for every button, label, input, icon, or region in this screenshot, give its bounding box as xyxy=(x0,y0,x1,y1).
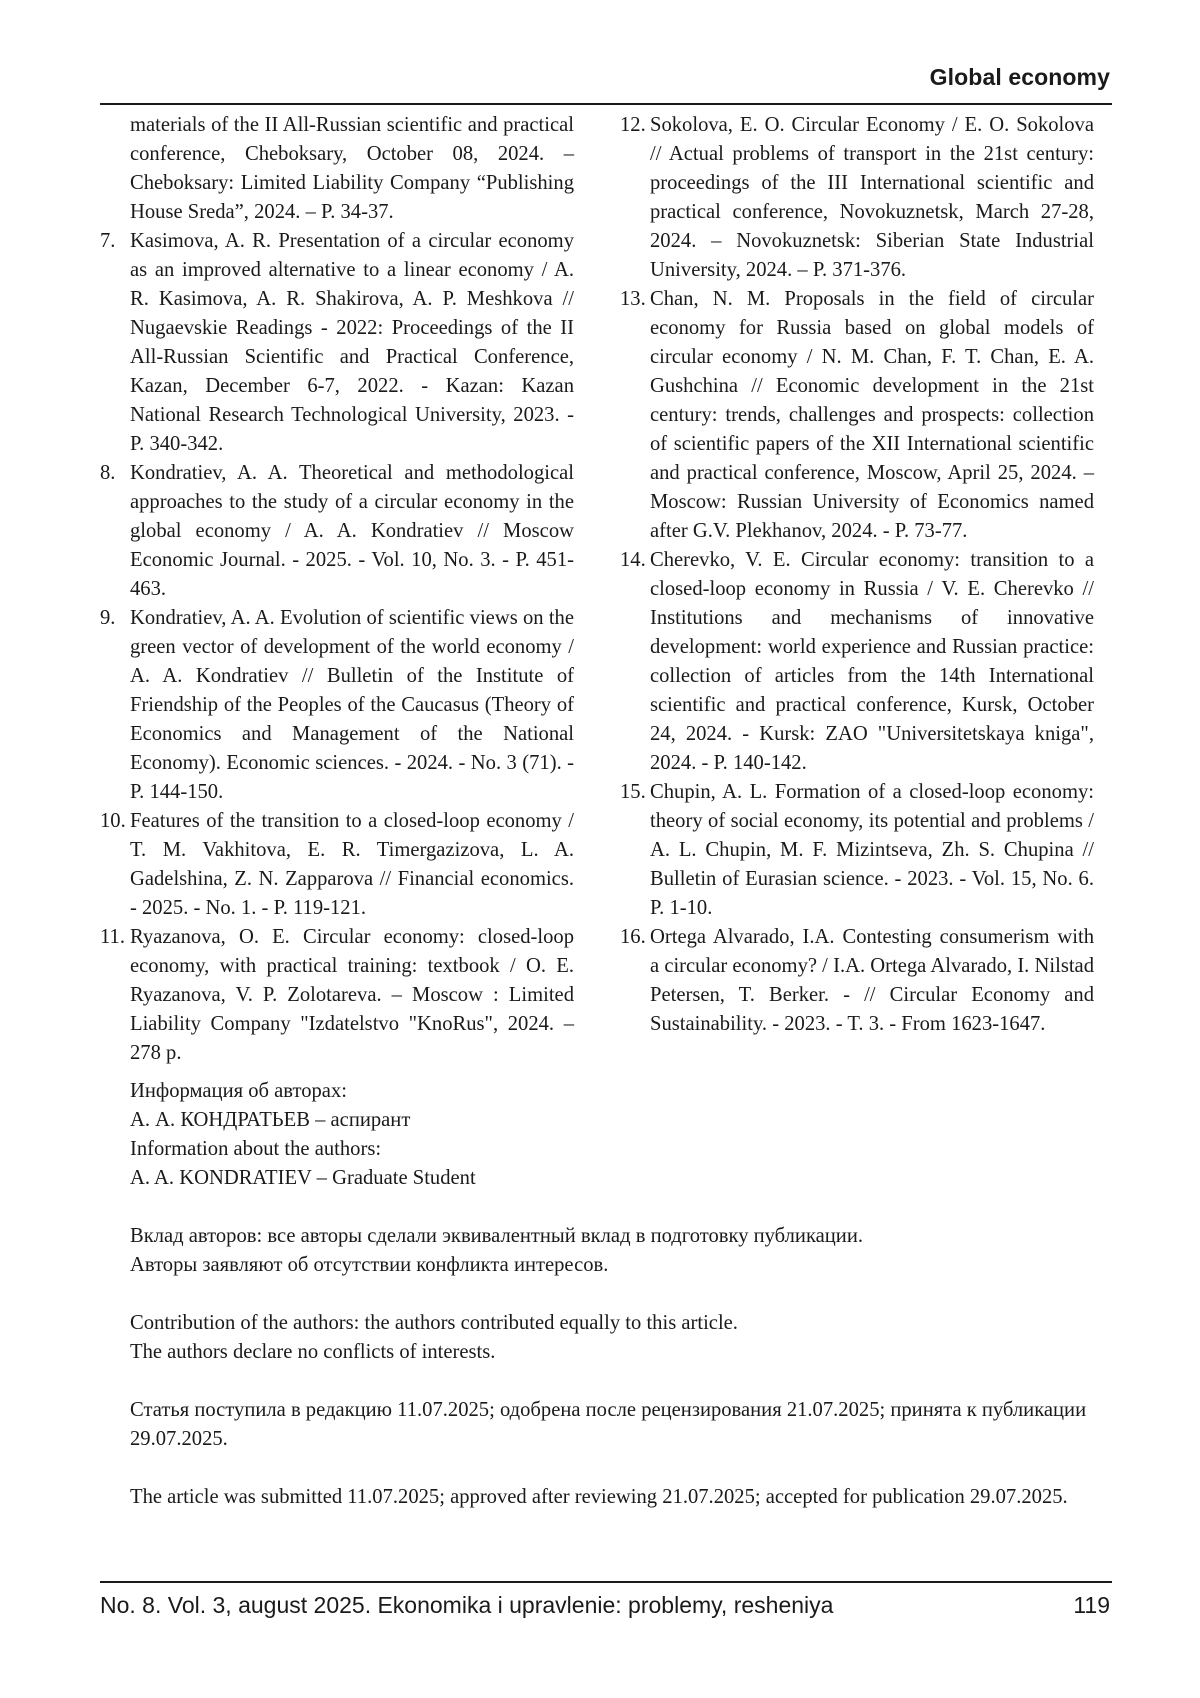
section-header: Global economy xyxy=(929,64,1110,90)
reference-number: 10. xyxy=(100,810,126,832)
reference-item xyxy=(100,111,574,227)
reference-item xyxy=(100,227,574,459)
reference-item xyxy=(620,546,1094,778)
contribution-en xyxy=(130,1309,1090,1367)
reference-text: Cherevko, V. E. Circular economy: transition to a closed-loop economy in Russia / V. E. Cherevko // Institutions and mechanisms of innovative development: world experience and Russian practice: collection of articles from the 14th International scientific and practical conference, Kursk, October 24, 2024. - Kursk: ZAO "Universitetskaya kniga", 2024. - P. 140-142. xyxy=(650,549,1094,774)
reference-number: 14. xyxy=(620,549,646,571)
footer-rule xyxy=(100,1581,1112,1583)
reference-number: 9. xyxy=(100,607,116,629)
article-dates-en xyxy=(130,1483,1090,1512)
reference-item xyxy=(100,459,574,604)
conflict-line-en: The authors declare no conflicts of interests. xyxy=(130,1341,496,1363)
dates-text-ru: Статья поступила в редакцию 11.07.2025; одобрена после рецензирования 21.07.2025; принята к публикации 29.07.2025. xyxy=(130,1399,1087,1450)
reference-item xyxy=(620,778,1094,923)
contribution-line-ru: Вклад авторов: все авторы сделали эквивалентный вклад в подготовку публикации. xyxy=(130,1225,863,1247)
reference-text: Ryazanova, O. E. Circular economy: closed-loop economy, with practical training: textbook / O. E. Ryazanova, V. P. Zolotareva. – Moscow : Limited Liability Company "Izdatelstvo "KnoRus", 2024. – 278 p. xyxy=(130,926,574,1064)
reference-item xyxy=(100,923,574,1068)
reference-item xyxy=(620,111,1094,285)
page-number: 119 xyxy=(1073,1591,1110,1618)
reference-item xyxy=(620,923,1094,1039)
page-footer xyxy=(100,1588,1110,1622)
reference-text: Sokolova, E. O. Circular Economy / E. O. Sokolova // Actual problems of transport in the 21st century: proceedings of the III International scientific and practical conference, Novokuznetsk, March 27-28, 2024. – Novokuznetsk: Siberian State Industrial University, 2024. – P. 371-376. xyxy=(650,114,1094,281)
references-left-column xyxy=(100,111,574,1068)
author-info-heading-ru: Информация об авторах: xyxy=(130,1080,347,1102)
reference-text: Kondratiev, A. A. Evolution of scientific views on the green vector of development of the world economy / A. A. Kondratiev // Bulletin of the Institute of Friendship of the Peoples of the Caucasus (Theory of Economics and Management of the National Economy). Economic sciences. - 2024. - No. 3 (71). - P. 144-150. xyxy=(130,607,574,803)
author-name-ru: А. А. КОНДРАТЬЕВ – аспирант xyxy=(130,1109,411,1131)
reference-text: Kasimova, A. R. Presentation of a circular economy as an improved alternative to a linear economy / A. R. Kasimova, A. R. Shakirova, A. P. Meshkova // Nugaevskie Readings - 2022: Proceedings of the II All-Russian Scientific and Practical Conference, Kazan, December 6-7, 2022. - Kazan: Kazan National Research Technological University, 2023. - P. 340-342. xyxy=(130,230,574,455)
reference-item xyxy=(100,807,574,923)
reference-text: Kondratiev, A. A. Theoretical and methodological approaches to the study of a circular economy in the global economy / A. A. Kondratiev // Moscow Economic Journal. - 2025. - Vol. 10, No. 3. - P. 451-463. xyxy=(130,462,574,600)
contribution-line-en: Contribution of the authors: the authors contributed equally to this article. xyxy=(130,1312,738,1334)
reference-number: 12. xyxy=(620,114,646,136)
reference-text: Chan, N. M. Proposals in the field of circular economy for Russia based on global models of circular economy / N. M. Chan, F. T. Chan, E. A. Gushchina // Economic development in the 21st century: trends, challenges and prospects: collection of scientific papers of the XII International scientific and practical conference, Moscow, April 25, 2024. – Moscow: Russian University of Economics named after G.V. Plekhanov, 2024. - P. 73-77. xyxy=(650,288,1094,542)
reference-text: materials of the II All-Russian scientific and practical conference, Cheboksary, October 08, 2024. – Cheboksary: Limited Liability Company “Publishing House Sreda”, 2024. – P. 34-37. xyxy=(130,114,574,223)
contribution-ru xyxy=(130,1222,1090,1280)
reference-number: 8. xyxy=(100,462,116,484)
header-rule xyxy=(100,103,1112,105)
reference-number: 11. xyxy=(100,926,125,948)
references-right-column xyxy=(620,111,1094,1039)
conflict-line-ru: Авторы заявляют об отсутствии конфликта интересов. xyxy=(130,1254,609,1276)
reference-number: 15. xyxy=(620,781,646,803)
reference-text: Ortega Alvarado, I.A. Contesting consumerism with a circular economy? / I.A. Ortega Alvarado, I. Nilstad Petersen, T. Berker. - // Circular Economy and Sustainability. - 2023. - T. 3. - From 1623-1647. xyxy=(650,926,1094,1035)
reference-text: Features of the transition to a closed-loop economy / T. M. Vakhitova, E. R. Timergazizova, L. A. Gadelshina, Z. N. Zapparova // Financial economics. - 2025. - No. 1. - P. 119-121. xyxy=(130,810,574,919)
journal-citation: No. 8. Vol. 3, august 2025. Ekonomika i upravlenie: problemy, resheniya xyxy=(100,1591,834,1618)
dates-text-en: The article was submitted 11.07.2025; approved after reviewing 21.07.2025; accepted for publication 29.07.2025. xyxy=(130,1486,1068,1508)
reference-number: 16. xyxy=(620,926,646,948)
article-dates-ru xyxy=(130,1396,1090,1454)
reference-text: Chupin, A. L. Formation of a closed-loop economy: theory of social economy, its potential and problems / A. L. Chupin, M. F. Mizintseva, Zh. S. Chupina // Bulletin of Eurasian science. - 2023. - Vol. 15, No. 6. P. 1-10. xyxy=(650,781,1094,919)
reference-number: 13. xyxy=(620,288,646,310)
author-information xyxy=(130,1077,1090,1193)
reference-item xyxy=(620,285,1094,546)
reference-item xyxy=(100,604,574,807)
reference-number: 7. xyxy=(100,230,116,252)
author-name-en: A. A. KONDRATIEV – Graduate Student xyxy=(130,1167,476,1189)
author-info-heading-en: Information about the authors: xyxy=(130,1138,382,1160)
